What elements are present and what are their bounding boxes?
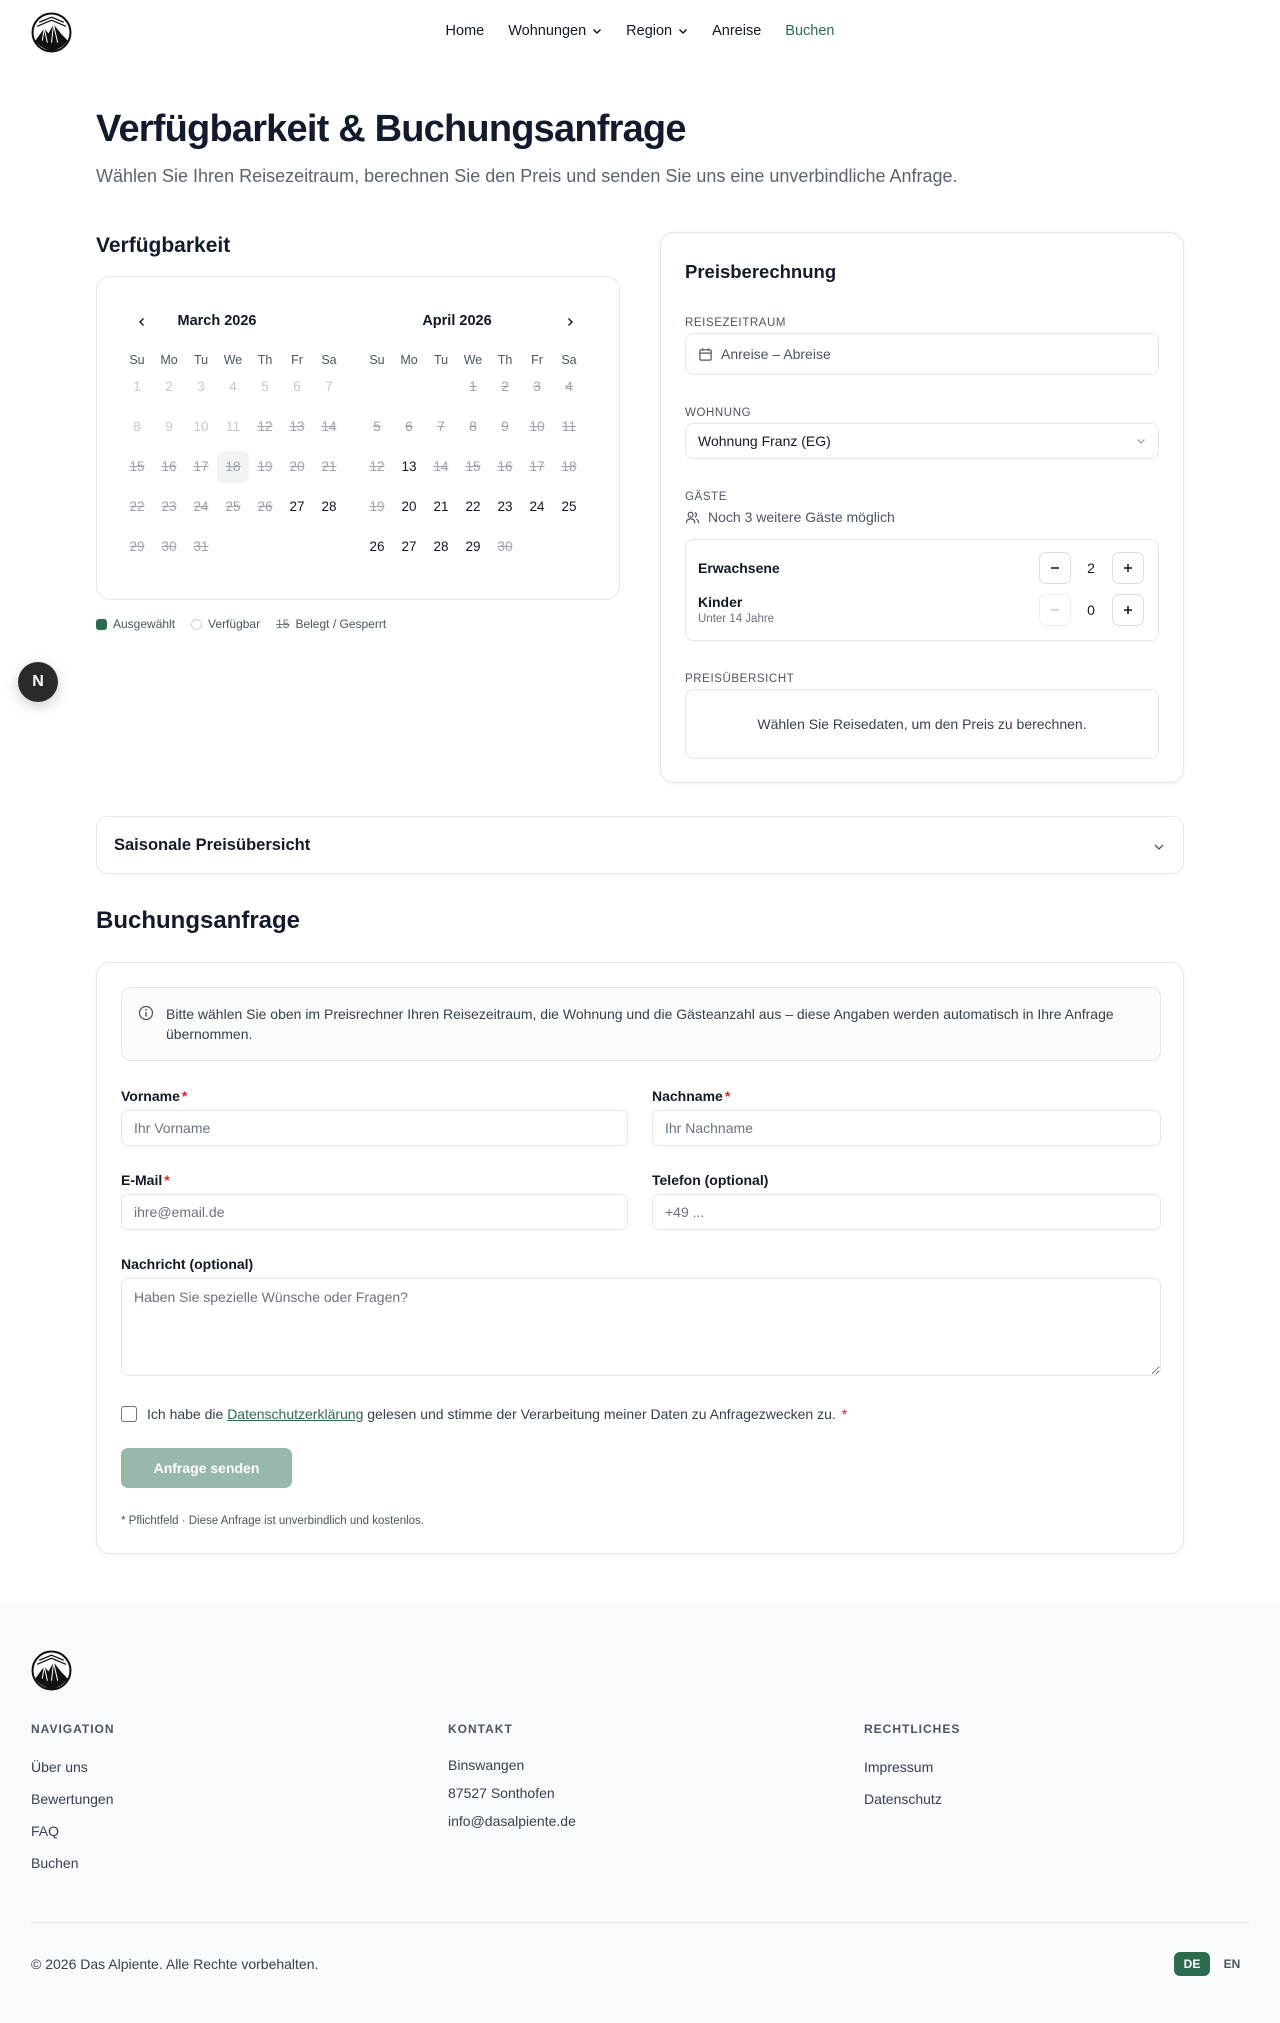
weekday-header: Tu [193,353,209,367]
calendar-day[interactable]: 24 [529,499,545,514]
calendar-day[interactable]: 29 [465,539,481,554]
calendar-day[interactable]: 27 [401,539,417,554]
weekday-header: Sa [561,353,577,367]
calendar-day: 4 [565,379,573,394]
weekday-header: We [223,353,243,367]
calendar-day: 29 [129,539,145,554]
calendar-day: 14 [321,419,337,434]
calendar-month-title: March 2026 [177,313,257,329]
legend-selected-label: Ausgewählt [113,617,176,631]
calendar-day: 3 [197,379,205,394]
period-label: REISEZEITRAUM [685,317,787,329]
children-sublabel: Unter 14 Jahre [698,613,775,625]
legend-available [191,617,260,631]
available-swatch [191,619,202,630]
nav-buchen[interactable] [785,23,834,39]
nav-wohnungen-label: Wohnungen [508,23,587,39]
weekday-header: Tu [433,353,449,367]
calendar-day: 10 [193,419,209,434]
weekday-header: Th [497,353,513,367]
email-input[interactable] [121,1194,628,1230]
calendar-day[interactable]: 26 [369,539,385,554]
minus-icon [1049,604,1061,616]
privacy-checkbox[interactable] [121,1406,137,1422]
info-box [121,987,1161,1061]
apartment-selected-value: Wohnung Franz (EG) [698,433,831,449]
calendar-day: 17 [193,459,209,474]
weekday-header: We [463,353,483,367]
footer-link-ueber-uns[interactable]: Über uns [31,1759,88,1775]
guests-hint [685,509,895,525]
consent-after: gelesen und stimme der Verarbeitung meiner Daten zu Anfragezwecken zu. [367,1406,836,1422]
calendar-day: 30 [161,539,177,554]
lastname-label [652,1088,730,1104]
calendar-day: 10 [529,419,545,434]
calendar-day: 6 [405,419,413,434]
price-title: Preisberechnung [685,261,837,282]
page-subtitle: Wählen Sie Ihren Reisezeitraum, berechnen Sie den Preis und senden Sie uns eine unverbindliche Anfrage. [96,166,958,186]
page-title: Verfügbarkeit & Buchungsanfrage [96,108,686,150]
calendar-day[interactable]: 22 [465,499,481,514]
footer-link-impressum[interactable]: Impressum [864,1759,934,1775]
calendar-day: 23 [161,499,177,514]
footer-link-buchen[interactable]: Buchen [31,1855,79,1871]
calendar-day: 9 [165,419,173,434]
calendar-day: 19 [369,499,385,514]
calendar-day: 3 [533,379,541,394]
contact-village: Binswangen [448,1757,525,1773]
required-mark: * [841,1406,848,1422]
calendar-day: 16 [161,459,177,474]
calendar-day[interactable]: 28 [321,499,337,514]
calendar-day[interactable]: 25 [561,499,577,514]
site-footer [0,1602,1280,2023]
calendar-day: 11 [561,419,576,434]
nav-buchen-label: Buchen [785,23,835,39]
calendar-day: 20 [289,459,305,474]
price-summary-label: PREISÜBERSICHT [685,673,795,685]
submit-request-button[interactable]: Anfrage senden [121,1448,292,1488]
footer-contact-title: KONTAKT [448,1722,513,1736]
contact-email[interactable]: info@dasalpiente.de [448,1813,576,1829]
footer-link-datenschutz[interactable]: Datenschutz [864,1791,942,1807]
calendar-day: 25 [225,499,241,514]
footer-divider [31,1922,1249,1923]
weekday-header: Su [129,353,145,367]
calendar-day[interactable]: 28 [433,539,449,554]
lastname-label-text: Nachname [652,1088,723,1104]
chevron-down-icon [678,26,688,36]
price-calculator [660,232,1184,783]
calendar-day: 1 [469,379,477,394]
seasonal-title: Saisonale Preisübersicht [114,836,311,854]
firstname-input[interactable] [121,1110,628,1146]
lastname-input[interactable] [652,1110,1161,1146]
booking-title: Buchungsanfrage [96,907,301,934]
legend-booked-label: Belegt / Gesperrt [295,617,387,631]
calendar-day: 11 [225,419,240,434]
calendar-day: 13 [289,419,305,434]
calendar-day: 1 [133,379,141,394]
firstname-label [121,1088,187,1104]
contact-city: 87527 Sonthofen [448,1785,555,1801]
required-mark: * [181,1088,188,1104]
nav-wohnungen[interactable] [508,23,602,39]
weekday-header: Th [257,353,273,367]
availability-calendar [96,276,620,600]
calendar-day: 22 [129,499,145,514]
calendar-day: 18 [561,459,577,474]
weekday-header: Sa [321,353,337,367]
calendar-day: 7 [325,379,333,394]
children-label: Kinder [698,594,743,610]
calendar-day: 5 [373,419,381,434]
chevron-down-icon [1153,841,1165,853]
weekday-header: Mo [160,353,178,367]
adults-count: 2 [1087,560,1095,576]
calendar-day[interactable]: 21 [433,499,449,514]
calendar-day: 21 [321,459,337,474]
required-mark: * [164,1172,170,1188]
date-range-placeholder: Anreise – Abreise [721,346,831,362]
apartment-select[interactable] [685,423,1159,459]
calendar-day: 24 [193,499,209,514]
calendar-day: 6 [293,379,301,394]
nav-region[interactable] [626,23,688,39]
calendar-day: 31 [193,539,209,554]
calendar-day: 17 [529,459,545,474]
weekday-header: Su [369,353,385,367]
site-header [0,0,1280,64]
weekday-header: Mo [400,353,418,367]
chevron-down-icon [592,26,602,36]
date-range-picker[interactable] [685,333,1159,375]
calendar-day[interactable]: 27 [289,499,305,514]
seasonal-prices-accordion[interactable] [96,816,1184,874]
message-textarea[interactable] [121,1278,1161,1376]
email-label [121,1172,170,1188]
guests-label: GÄSTE [685,491,727,503]
floating-n-button[interactable]: N [18,662,58,702]
plus-icon [1122,562,1134,574]
calendar-day: 8 [469,419,477,434]
required-mark: * [724,1088,731,1104]
message-label: Nachricht (optional) [121,1256,254,1272]
footer-nav-title: NAVIGATION [31,1722,115,1736]
availability-title: Verfügbarkeit [96,234,231,257]
guests-counter [685,539,1159,641]
adults-label: Erwachsene [698,560,780,576]
calendar-day[interactable]: 20 [401,499,417,514]
nav-home-label: Home [445,23,485,39]
price-summary: Wählen Sie Reisedaten, um den Preis zu berechnen. [685,689,1159,759]
calendar-day: 18 [217,451,249,483]
phone-label: Telefon (optional) [652,1172,769,1188]
nav-anreise[interactable] [712,23,761,39]
calendar-day: 2 [501,379,509,394]
calendar-day: 15 [129,459,145,474]
guests-hint-text: Noch 3 weitere Gäste möglich [708,509,895,525]
booked-sample: 15 [276,617,290,631]
nav-anreise-label: Anreise [712,23,762,39]
privacy-link[interactable]: Datenschutzerklärung [227,1406,364,1422]
calendar-day: 15 [465,459,481,474]
calendar-day: 2 [165,379,173,394]
calendar-day: 19 [257,459,273,474]
phone-input[interactable] [652,1194,1161,1230]
main-nav [0,23,1280,39]
next-month-button[interactable] [561,313,579,331]
apartment-label: WOHNUNG [685,407,752,419]
calendar-day: 4 [229,379,237,394]
calendar-icon [698,347,713,362]
children-count: 0 [1087,602,1095,618]
adults-increment-button[interactable] [1112,552,1144,584]
calendar-day: 14 [433,459,449,474]
calendar-day: 12 [257,419,273,434]
copyright: © 2026 Das Alpiente. Alle Rechte vorbehalten. [31,1956,319,1972]
info-icon [138,1005,154,1021]
footer-link-faq[interactable]: FAQ [31,1823,60,1839]
legend-selected [96,617,175,631]
form-note: * Pflichtfeld · Diese Anfrage ist unverbindlich und kostenlos. [121,1515,424,1527]
language-de-button[interactable]: DE [1174,1952,1210,1976]
calendar-legend [96,617,386,631]
calendar-day[interactable]: 23 [497,499,513,514]
mountain-logo-icon[interactable] [31,1650,72,1691]
chevron-right-icon [565,317,575,327]
footer-legal-title: RECHTLICHES [864,1722,961,1736]
calendar-day: 7 [437,419,445,434]
calendar-month-title: April 2026 [422,313,492,329]
calendar-day: 30 [497,539,513,554]
legend-available-label: Verfügbar [208,617,261,631]
calendar-day: 9 [501,419,509,434]
selected-swatch [96,619,107,630]
language-en-button[interactable]: EN [1223,1957,1241,1971]
adults-decrement-button[interactable] [1039,552,1071,584]
nav-region-label: Region [626,23,673,39]
footer-link-bewertungen[interactable]: Bewertungen [31,1791,114,1807]
chevron-down-icon [1136,436,1146,446]
consent-before: Ich habe die [147,1406,224,1422]
children-increment-button[interactable] [1112,594,1144,626]
nav-home[interactable] [446,23,485,39]
email-label-text: E-Mail [121,1172,163,1188]
calendar-day: 16 [497,459,513,474]
privacy-consent [121,1406,847,1422]
info-text: Bitte wählen Sie oben im Preisrechner Ihren Reisezeitraum, die Wohnung und die Gästeanzahl aus – diese Angaben werden automatisch in Ihre Anfrage übernommen. [166,1006,1114,1042]
calendar-day[interactable]: 13 [401,459,417,474]
plus-icon [1122,604,1134,616]
weekday-header: Fr [291,353,303,367]
weekday-header: Fr [531,353,543,367]
booking-form [96,962,1184,1554]
calendar-day: 12 [369,459,385,474]
calendar-day: 5 [261,379,269,394]
calendar-day: 8 [133,419,141,434]
consent-text [147,1406,847,1422]
minus-icon [1049,562,1061,574]
users-icon [685,510,700,525]
legend-booked [276,617,386,631]
calendar-day: 26 [257,499,273,514]
children-decrement-button[interactable] [1039,594,1071,626]
firstname-label-text: Vorname [121,1088,180,1104]
